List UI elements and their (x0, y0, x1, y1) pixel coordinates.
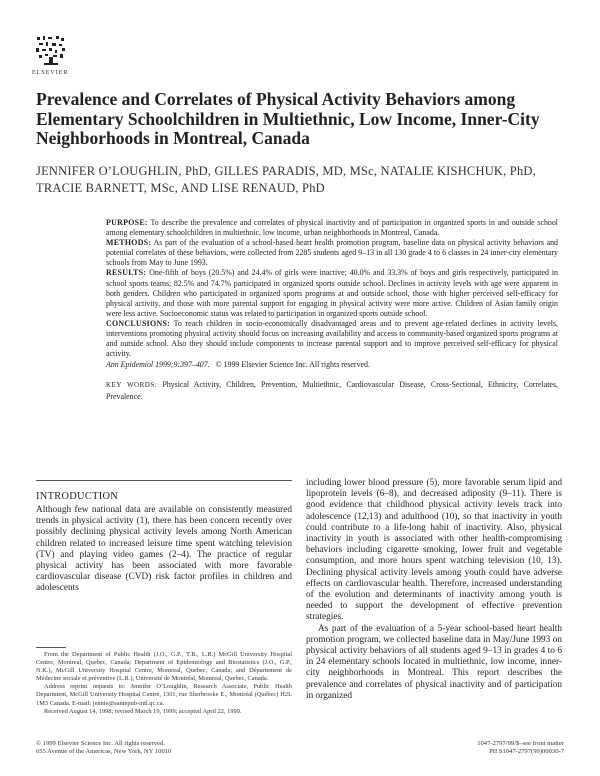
abstract-citation (106, 360, 558, 370)
article-title: Prevalence and Correlates of Physical Activity Behaviors among Elementary Schoolchildren in Multiethnic, Low Income, Inner-City Neighborhoods in Montreal, Canada (36, 89, 540, 148)
author-line-2: TRACIE BARNETT, MSc, AND LISE RENAUD, PhD (36, 181, 325, 195)
footnote-divider (36, 647, 66, 648)
abstract-purpose (106, 218, 558, 238)
methods-text: As part of the evaluation of a school-based heart health promotion program, baseline data on physical activity behaviors and potential correlates of these behaviors, were collected from 2285 students aged 9–13 in all 130 grade 4 to 6 classes in 24 inner-city elementary schools from May to June 1993. (106, 238, 558, 268)
issn-line-2: PII S1047-2797(99)00030-7 (489, 748, 564, 756)
section-divider (36, 480, 292, 481)
author-line-1: JENNIFER O’LOUGHLIN, PhD, GILLES PARADIS, MD, MSc, NATALIE KISHCHUK, PhD, (36, 164, 536, 178)
results-label: RESULTS: (106, 268, 147, 278)
introduction-paragraph-continued: including lower blood pressure (5), more favorable serum lipid and lipoprotein levels (6–8), and decreased adiposity (9–11). There is good evidence that childhood physical activity levels track into adolescence (12,13) and adulthood (10), so that inactivity in youth could contribute to a life-long habit of inactivity. Also, physical inactivity in youth is associated with other health-compromising behaviors including cigarette smoking, lower fruit and vegetable consumption, and more hours spent watching television (10, 13). Declining physical activity levels among youth could have adverse effects on cardiovascular health. Therefore, increased understanding of the evolution and determinants of inactivity among youth is needed to support the development of effective prevention strategies. (306, 478, 562, 623)
footnotes (36, 651, 292, 716)
abstract-results (106, 268, 558, 318)
abstract-copyright: © 1999 Elsevier Science Inc. All rights reserved. (215, 360, 370, 370)
purpose-text: To describe the prevalence and correlates of physical inactivity and of participation in organized sports in and outside school among elementary schoolchildren in multiethnic, low income, urban neighborhoods in Montreal, Canada. (106, 218, 558, 238)
abstract-conclusions (106, 319, 558, 359)
conclusions-text: To reach children in socio-economically disadvantaged areas and to prevent age-related declines in activity levels, interventions promoting physical activity should focus on increasing availability and access to community-based organized sports programs at and outside school. Also they should include components to increase parental support and to improve perceived self-efficacy for physical activity. (106, 318, 558, 359)
footer-copyright (36, 740, 171, 757)
purpose-label: PURPOSE: (106, 218, 148, 227)
introduction-heading: INTRODUCTION (36, 491, 119, 502)
author-list (36, 163, 576, 197)
keywords-text: Physical Activity, Children, Prevention, Multiethnic, Cardiovascular Disease, Cross-Sectional, Ethnicity, Correlates, Prevalence. (106, 380, 558, 402)
keywords-label: KEY WORDS: (106, 381, 158, 390)
right-column (306, 478, 562, 702)
copyright-line-2: 655 Avenue of the Americas, New York, NY 10010 (36, 748, 172, 756)
conclusions-label: CONCLUSIONS: (106, 318, 171, 328)
copyright-line-1: © 1999 Elsevier Science Inc. All rights reserved. (36, 740, 165, 747)
issn-line-1: 1047-2797/99/$–see front matter (477, 740, 564, 747)
citation-text: Ann Epidemiol 1999;9:397–407. (106, 360, 210, 370)
footnote-affiliations: From the Department of Public Health (J.O., G.P., T.B., L.R.) McGill University Hospital Centre, Montreal, Quebec, Canada; Department of Epidemiology and Biostatistics (J.O., G.P., N.K.), McGill University Hospital Centre, Montreal, Quebec, Canada; and Département de Médecine sociale et préventive (L.R.), Université de Montréal, Montreal, Quebec, Canada. (36, 651, 292, 683)
keywords (106, 379, 558, 402)
introduction-paragraph: Although few national data are available on consistently measured trends in physical activity (1), there has been concern recently over possibly declining physical activity levels among North American children related to increased leisure time spent watching television (TV) and playing video games (2–4). The practice of regular physical activity has been associated with more favorable cardiovascular disease (CVD) risk factor profiles in children and adolescents (36, 505, 292, 594)
abstract-methods (106, 238, 558, 268)
publisher-logo-text: ELSEVIER (32, 70, 69, 76)
left-column (36, 480, 292, 595)
abstract (106, 218, 558, 402)
results-text: One-fifth of boys (20.5%) and 24.4% of girls were inactive; 40.0% and 33.3% of boys and girls respectively, participated in school sports teams; 82.5% and 74.7% participated in organized sports outside school. Declines in activity levels with age were apparent in both genders. Children who participated in organized sports programs at and outside school, those with higher perceived self-efficacy for physical activity, and those with more parental support for engaging in physical activity were more active. Children of Asian family origin were less active. Socioeconomic status was related to participation in organized sports outside school. (106, 268, 558, 318)
footnote-received: Received August 14, 1998; revised March 19, 1999; accepted April 22, 1999. (44, 707, 242, 715)
footnote-reprints: Address reprint requests to: Jennifer O’Loughlin, Research Associate, Public Health Department, McGill University Hospital Centre, 1301, rue Sherbrooke E., Montréal (Québec) H2L 1M3 Canada. E-mail: jennie@santepub-mtl.qc.ca. (36, 683, 292, 707)
methods-label: METHODS: (106, 238, 152, 248)
elsevier-tree-logo (34, 34, 68, 68)
footer-issn (477, 740, 564, 757)
introduction-paragraph-2: As part of the evaluation of a 5-year school-based heart health promotion program, we collected baseline data in May/June 1993 on physical activity behaviors of all students aged 9–13 in grades 4 to 6 in 24 elementary schools located in multiethnic, low income, inner-city neighborhoods in Montreal. This report describes the prevalence and correlates of physical inactivity and of participation in organized (306, 623, 562, 701)
